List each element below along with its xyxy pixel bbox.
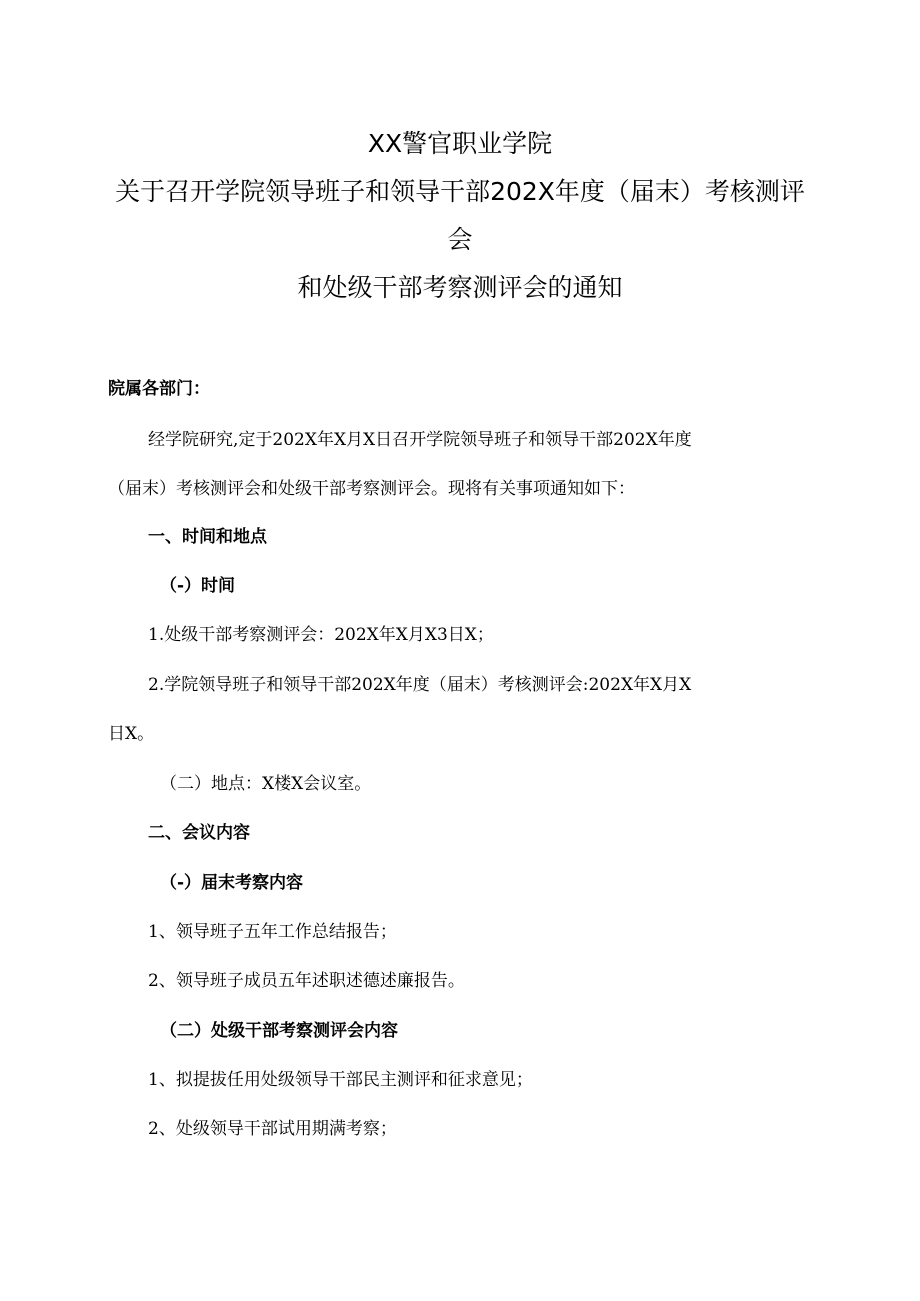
cadre-review-item-2: 2、处级领导干部试用期满考察；	[148, 1119, 397, 1139]
cadre-review-item-1: 1、拟提拔任用处级领导干部民主测评和征求意见；	[148, 1070, 533, 1090]
title-line-subject: 关于召开学院领导班子和领导干部202X年度（届末）考核测评	[115, 177, 805, 206]
section-heading-meeting-content: 二、会议内容	[148, 823, 250, 843]
subsection-heading-term-review: （-）届末考察内容	[160, 873, 304, 893]
title-line-notice: 和处级干部考察测评会的通知	[297, 273, 623, 302]
time-item-1: 1.处级干部考察测评会：202X年X月X3日X；	[148, 625, 494, 645]
time-item-2-line-2: 日X。	[108, 724, 155, 744]
time-item-2-line-1: 2.学院领导班子和领导干部202X年度（届末）考核测评会:202X年X月X	[148, 675, 692, 695]
intro-paragraph-line-2: （届末）考核测评会和处级干部考察测评会。现将有关事项通知如下：	[108, 479, 635, 499]
subsection-heading-time: （-）时间	[160, 576, 236, 596]
term-review-item-1: 1、领导班子五年工作总结报告；	[148, 922, 397, 942]
term-review-item-2: 2、领导班子成员五年述职述德述廉报告。	[148, 971, 465, 991]
title-line-school: XX警官职业学院	[367, 129, 553, 158]
salutation: 院属各部门：	[108, 379, 210, 399]
section-heading-time-place: 一、时间和地点	[148, 527, 267, 547]
location-item: （二）地点：X楼X会议室。	[160, 774, 372, 794]
document-title	[100, 120, 820, 312]
intro-paragraph-line-1: 经学院研究,定于202X年X月X日召开学院领导班子和领导干部202X年度	[148, 430, 692, 450]
title-line-continuation: 会	[447, 225, 473, 254]
subsection-heading-cadre-review: （二）处级干部考察测评会内容	[160, 1021, 398, 1041]
